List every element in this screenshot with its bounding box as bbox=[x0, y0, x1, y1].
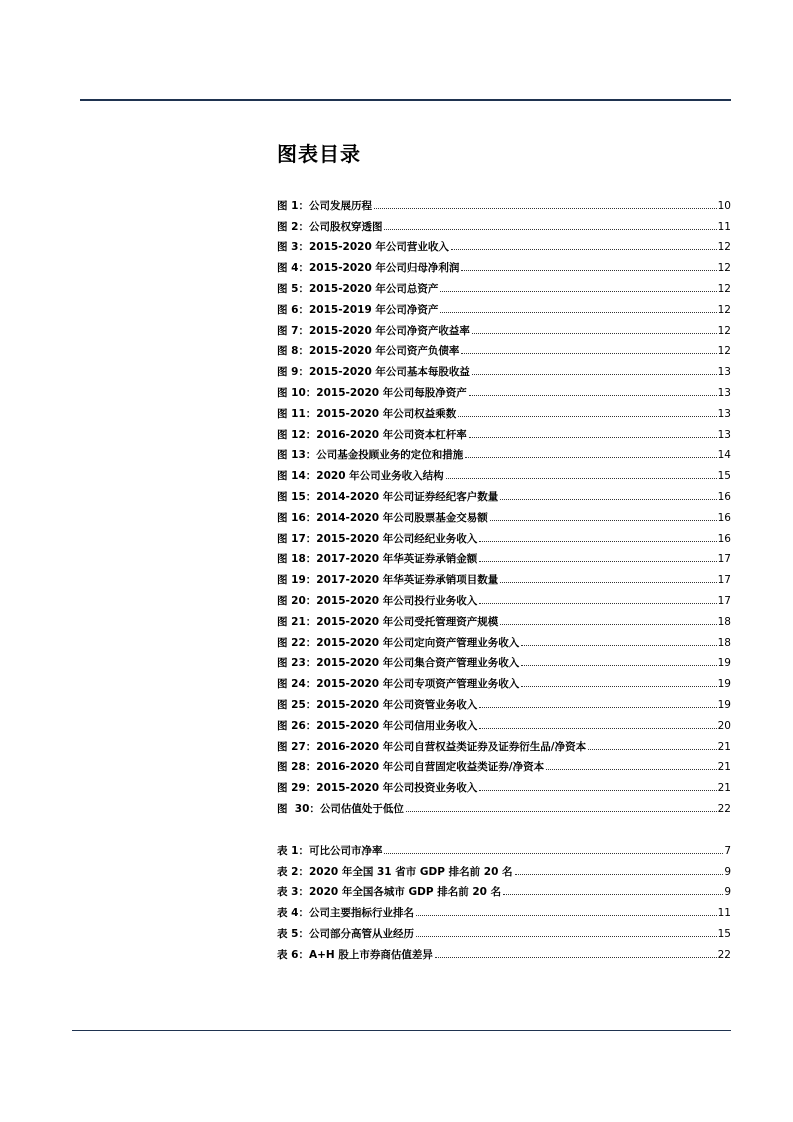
entry-title: 2014-2020 年公司证券经纪客户数量 bbox=[316, 490, 499, 503]
entry-page-number: 22 bbox=[717, 802, 731, 815]
entry-title: 2017-2020 年华英证券承销项目数量 bbox=[316, 574, 499, 587]
table-entry[interactable] bbox=[277, 899, 731, 920]
entry-label: 图 28： bbox=[277, 761, 317, 774]
header-rule bbox=[80, 99, 731, 101]
entry-page-number: 20 bbox=[717, 719, 731, 732]
entry-title: 2016-2020 年公司自营权益类证券及证券衍生品/净资本 bbox=[316, 740, 587, 753]
entry-page-number: 12 bbox=[717, 303, 731, 316]
entry-label: 图 3： bbox=[277, 241, 309, 254]
entry-title: 2016-2020 年公司资本杠杆率 bbox=[316, 428, 467, 441]
entry-page-number: 22 bbox=[717, 948, 731, 961]
entry-page-number: 18 bbox=[717, 636, 731, 649]
entry-label: 图 25： bbox=[277, 698, 317, 711]
dot-leader bbox=[503, 894, 723, 895]
dot-leader bbox=[521, 686, 716, 687]
dot-leader bbox=[451, 249, 717, 250]
entry-label: 图 5： bbox=[277, 282, 309, 295]
dot-leader bbox=[500, 499, 716, 500]
table-list bbox=[277, 837, 731, 962]
figure-entry[interactable] bbox=[277, 358, 731, 379]
entry-title: 2020 年全国各城市 GDP 排名前 20 名 bbox=[308, 886, 502, 899]
entry-page-number: 12 bbox=[717, 262, 731, 275]
figure-entry[interactable] bbox=[277, 754, 731, 775]
entry-page-number: 16 bbox=[717, 490, 731, 503]
entry-label: 图 2： bbox=[277, 220, 309, 233]
figure-entry[interactable] bbox=[277, 629, 731, 650]
entry-page-number: 9 bbox=[724, 865, 731, 878]
entry-label: 图 23： bbox=[277, 657, 317, 670]
entry-label: 图 1： bbox=[277, 199, 309, 212]
entry-page-number: 15 bbox=[717, 470, 731, 483]
entry-label: 图 20： bbox=[277, 594, 317, 607]
entry-page-number: 19 bbox=[717, 657, 731, 670]
dot-leader bbox=[500, 582, 716, 583]
entry-label: 图 17： bbox=[277, 532, 317, 545]
entry-page-number: 13 bbox=[717, 366, 731, 379]
dot-leader bbox=[479, 707, 716, 708]
entry-title: 可比公司市净率 bbox=[308, 844, 383, 857]
entry-label: 图 12： bbox=[277, 428, 317, 441]
figure-entry[interactable] bbox=[277, 400, 731, 421]
entry-label: 图 29： bbox=[277, 782, 317, 795]
entry-label: 表 1： bbox=[277, 844, 309, 857]
dot-leader bbox=[479, 790, 716, 791]
dot-leader bbox=[440, 312, 716, 313]
dot-leader bbox=[440, 291, 716, 292]
entry-page-number: 13 bbox=[717, 386, 731, 399]
entry-title: 2015-2020 年公司总资产 bbox=[308, 282, 439, 295]
entry-page-number: 21 bbox=[717, 761, 731, 774]
footer-rule bbox=[72, 1030, 731, 1031]
figure-entry[interactable] bbox=[277, 608, 731, 629]
dot-leader bbox=[472, 333, 717, 334]
dot-leader bbox=[479, 541, 716, 542]
figure-entry[interactable] bbox=[277, 421, 731, 442]
dot-leader bbox=[546, 769, 717, 770]
figure-entry[interactable] bbox=[277, 379, 731, 400]
dot-leader bbox=[446, 478, 717, 479]
entry-label: 图 19： bbox=[277, 574, 317, 587]
entry-title: 公司主要指标行业排名 bbox=[308, 907, 414, 920]
entry-page-number: 13 bbox=[717, 407, 731, 420]
entry-page-number: 12 bbox=[717, 282, 731, 295]
entry-label: 图 13： bbox=[277, 449, 317, 462]
entry-title: 2015-2019 年公司净资产 bbox=[308, 303, 439, 316]
entry-page-number: 17 bbox=[717, 553, 731, 566]
figure-list bbox=[277, 192, 731, 816]
dot-leader bbox=[469, 395, 717, 396]
entry-title: 公司股权穿透图 bbox=[308, 220, 383, 233]
table-entry[interactable] bbox=[277, 858, 731, 879]
entry-page-number: 12 bbox=[717, 345, 731, 358]
entry-label: 图 4： bbox=[277, 262, 309, 275]
entry-title: 2015-2020 年公司经纪业务收入 bbox=[316, 532, 478, 545]
dot-leader bbox=[469, 437, 717, 438]
entry-label: 图 8： bbox=[277, 345, 309, 358]
entry-title: 2015-2020 年公司每股净资产 bbox=[316, 386, 467, 399]
table-entry[interactable] bbox=[277, 941, 731, 962]
entry-page-number: 16 bbox=[717, 532, 731, 545]
dot-leader bbox=[458, 416, 716, 417]
figure-entry[interactable] bbox=[277, 483, 731, 504]
figure-entry[interactable] bbox=[277, 234, 731, 255]
dot-leader bbox=[435, 957, 717, 958]
dot-leader bbox=[416, 915, 717, 916]
dot-leader bbox=[490, 520, 717, 521]
entry-page-number: 12 bbox=[717, 241, 731, 254]
dot-leader bbox=[374, 208, 717, 209]
entry-page-number: 10 bbox=[717, 199, 731, 212]
entry-title: 2015-2020 年公司投资业务收入 bbox=[316, 782, 478, 795]
entry-page-number: 18 bbox=[717, 615, 731, 628]
entry-label: 图 26： bbox=[277, 719, 317, 732]
dot-leader bbox=[461, 270, 716, 271]
figure-entry[interactable] bbox=[277, 192, 731, 213]
entry-label: 图 24： bbox=[277, 678, 317, 691]
figure-entry[interactable] bbox=[277, 566, 731, 587]
entry-page-number: 19 bbox=[717, 698, 731, 711]
figure-entry[interactable] bbox=[277, 795, 731, 816]
entry-page-number: 17 bbox=[717, 594, 731, 607]
entry-title: 2015-2020 年公司资管业务收入 bbox=[316, 698, 478, 711]
entry-label: 图 10： bbox=[277, 386, 317, 399]
figure-entry[interactable] bbox=[277, 462, 731, 483]
entry-title: 2016-2020 年公司自营固定收益类证券/净资本 bbox=[316, 761, 545, 774]
dot-leader bbox=[465, 457, 716, 458]
entry-label: 图 11： bbox=[277, 407, 317, 420]
figure-entry[interactable] bbox=[277, 296, 731, 317]
dot-leader bbox=[472, 374, 717, 375]
figure-entry[interactable] bbox=[277, 442, 731, 463]
table-entry[interactable] bbox=[277, 879, 731, 900]
entry-page-number: 11 bbox=[717, 220, 731, 233]
entry-label: 图 6： bbox=[277, 303, 309, 316]
figure-entry[interactable] bbox=[277, 525, 731, 546]
figure-entry[interactable] bbox=[277, 254, 731, 275]
entry-title: 2015-2020 年公司资产负债率 bbox=[308, 345, 460, 358]
entry-label: 图 15： bbox=[277, 490, 317, 503]
page-title: 图表目录 bbox=[277, 142, 361, 166]
entry-title: 2014-2020 年公司股票基金交易额 bbox=[316, 511, 488, 524]
entry-title: 2015-2020 年公司受托管理资产规模 bbox=[316, 615, 499, 628]
entry-title: 公司发展历程 bbox=[308, 199, 372, 212]
dot-leader bbox=[521, 645, 716, 646]
entry-label: 图 14： bbox=[277, 470, 317, 483]
entry-page-number: 21 bbox=[717, 740, 731, 753]
entry-label: 表 4： bbox=[277, 907, 309, 920]
entry-title: 2017-2020 年华英证券承销金额 bbox=[316, 553, 478, 566]
entry-label: 图 16： bbox=[277, 511, 317, 524]
entry-title: 2015-2020 年公司专项资产管理业务收入 bbox=[316, 678, 520, 691]
entry-page-number: 21 bbox=[717, 782, 731, 795]
dot-leader bbox=[479, 728, 716, 729]
entry-title: 2015-2020 年公司定向资产管理业务收入 bbox=[316, 636, 520, 649]
entry-label: 表 5： bbox=[277, 927, 309, 940]
figure-entry[interactable] bbox=[277, 504, 731, 525]
entry-title: 2015-2020 年公司集合资产管理业务收入 bbox=[316, 657, 520, 670]
dot-leader bbox=[479, 603, 716, 604]
dot-leader bbox=[416, 936, 717, 937]
entry-title: 2020 年全国 31 省市 GDP 排名前 20 名 bbox=[308, 865, 513, 878]
entry-page-number: 13 bbox=[717, 428, 731, 441]
dot-leader bbox=[406, 811, 717, 812]
dot-leader bbox=[588, 749, 717, 750]
entry-title: 2015-2020 年公司归母净利润 bbox=[308, 262, 460, 275]
entry-label: 表 6： bbox=[277, 948, 309, 961]
entry-label: 表 2： bbox=[277, 865, 309, 878]
figure-entry[interactable] bbox=[277, 691, 731, 712]
entry-page-number: 9 bbox=[724, 886, 731, 899]
entry-title: 公司部分高管从业经历 bbox=[308, 927, 414, 940]
entry-title: 2015-2020 年公司基本每股收益 bbox=[308, 366, 470, 379]
figure-entry[interactable] bbox=[277, 733, 731, 754]
entry-page-number: 19 bbox=[717, 678, 731, 691]
entry-title: A+H 股上市券商估值差异 bbox=[308, 948, 433, 961]
entry-label: 图 27： bbox=[277, 740, 317, 753]
dot-leader bbox=[384, 853, 723, 854]
figure-entry[interactable] bbox=[277, 587, 731, 608]
entry-page-number: 15 bbox=[717, 927, 731, 940]
entry-title: 2015-2020 年公司权益乘数 bbox=[316, 407, 457, 420]
table-entry[interactable] bbox=[277, 837, 731, 858]
entry-label: 图 22： bbox=[277, 636, 317, 649]
entry-page-number: 7 bbox=[724, 844, 731, 857]
figure-entry[interactable] bbox=[277, 774, 731, 795]
entry-label: 图 9： bbox=[277, 366, 309, 379]
entry-page-number: 11 bbox=[717, 907, 731, 920]
entry-title: 2020 年公司业务收入结构 bbox=[316, 470, 444, 483]
entry-label: 图 21： bbox=[277, 615, 317, 628]
entry-title: 2015-2020 年公司投行业务收入 bbox=[316, 594, 478, 607]
entry-page-number: 17 bbox=[717, 574, 731, 587]
entry-label: 图 7： bbox=[277, 324, 309, 337]
figure-entry[interactable] bbox=[277, 670, 731, 691]
entry-label: 图 30： bbox=[277, 802, 320, 815]
figure-entry[interactable] bbox=[277, 213, 731, 234]
entry-title: 2015-2020 年公司信用业务收入 bbox=[316, 719, 478, 732]
entry-label: 表 3： bbox=[277, 886, 309, 899]
entry-label: 图 18： bbox=[277, 553, 317, 566]
entry-title: 公司基金投顾业务的定位和措施 bbox=[316, 449, 464, 462]
figure-entry[interactable] bbox=[277, 712, 731, 733]
figure-entry[interactable] bbox=[277, 275, 731, 296]
dot-leader bbox=[500, 624, 716, 625]
figure-entry[interactable] bbox=[277, 546, 731, 567]
entry-title: 公司估值处于低位 bbox=[319, 802, 404, 815]
entry-title: 2015-2020 年公司净资产收益率 bbox=[308, 324, 470, 337]
dot-leader bbox=[521, 665, 716, 666]
dot-leader bbox=[461, 353, 716, 354]
figure-entry[interactable] bbox=[277, 317, 731, 338]
figure-entry[interactable] bbox=[277, 338, 731, 359]
figure-entry[interactable] bbox=[277, 650, 731, 671]
dot-leader bbox=[384, 229, 716, 230]
table-entry[interactable] bbox=[277, 920, 731, 941]
entry-title: 2015-2020 年公司营业收入 bbox=[308, 241, 449, 254]
entry-page-number: 14 bbox=[717, 449, 731, 462]
entry-page-number: 12 bbox=[717, 324, 731, 337]
dot-leader bbox=[515, 874, 724, 875]
dot-leader bbox=[479, 561, 716, 562]
entry-page-number: 16 bbox=[717, 511, 731, 524]
